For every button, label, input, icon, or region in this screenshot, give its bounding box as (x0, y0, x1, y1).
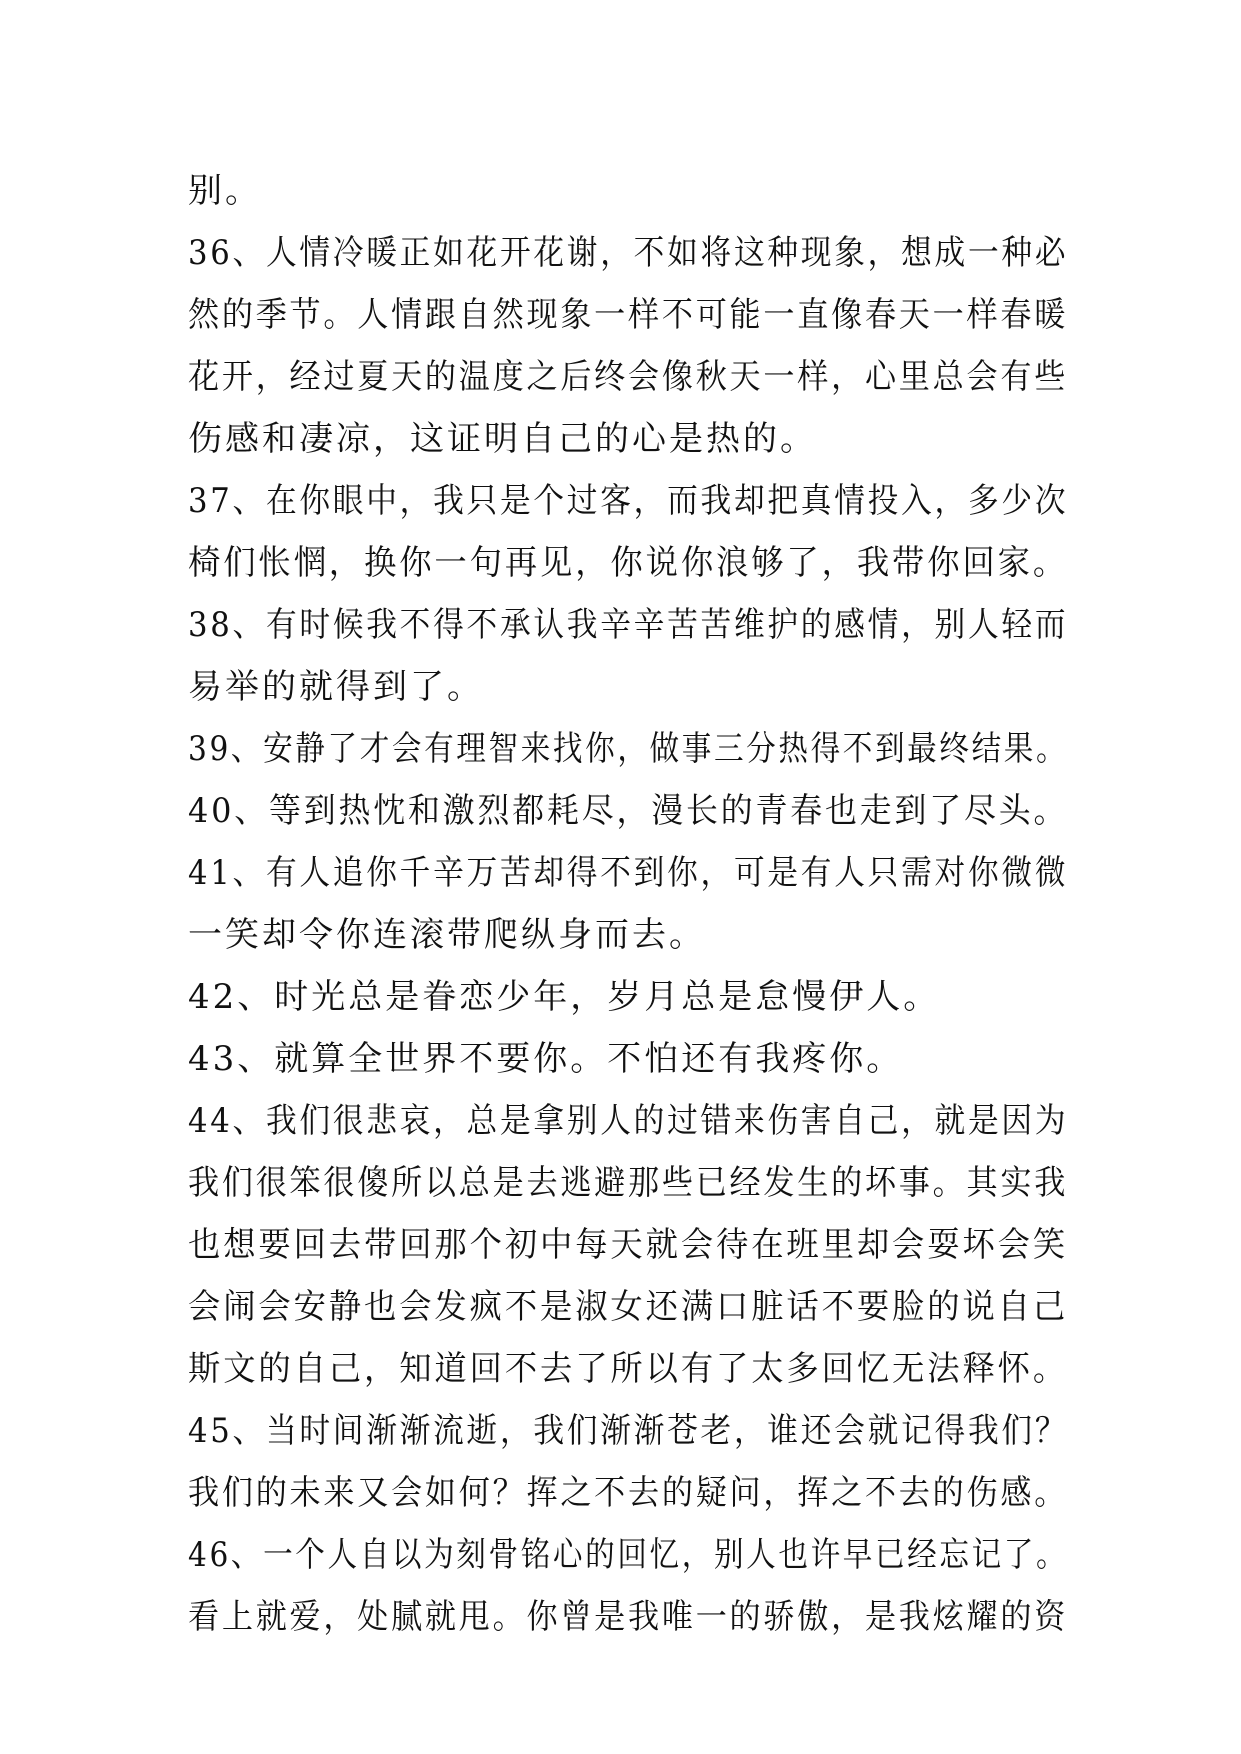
text-line: 38、有时候我不得不承认我辛辛苦苦维护的感情，别人轻而 (188, 605, 1069, 645)
body-text (188, 160, 1068, 1648)
text-line: 别。 (188, 171, 262, 211)
text-line: 我们很笨很傻所以总是去逃避那些已经发生的坏事。其实我 (188, 1163, 1069, 1203)
text-line: 然的季节。人情跟自然现象一样不可能一直像春天一样春暖 (188, 295, 1069, 335)
text-line: 43、就算全世界不要你。不怕还有我疼你。 (188, 1039, 904, 1079)
text-line: 45、当时间渐渐流逝，我们渐渐苍老，谁还会就记得我们？ (188, 1411, 1069, 1451)
text-line: 椅们怅惘，换你一句再见，你说你浪够了，我带你回家。 (188, 543, 1069, 583)
text-line: 也想要回去带回那个初中每天就会待在班里却会耍坏会笑 (188, 1225, 1069, 1265)
text-line: 44、我们很悲哀，总是拿别人的过错来伤害自己，就是因为 (188, 1101, 1069, 1141)
text-line: 40、等到热忱和激烈都耗尽，漫长的青春也走到了尽头。 (188, 791, 1069, 831)
text-line: 会闹会安静也会发疯不是淑女还满口脏话不要脸的说自己 (188, 1287, 1069, 1327)
text-line: 易举的就得到了。 (188, 667, 484, 707)
text-line: 一笑却令你连滚带爬纵身而去。 (188, 915, 706, 955)
text-line: 37、在你眼中，我只是个过客，而我却把真情投入，多少次 (188, 481, 1069, 521)
text-line: 看上就爱，处腻就甩。你曾是我唯一的骄傲，是我炫耀的资 (188, 1597, 1069, 1637)
text-line: 我们的未来又会如何？挥之不去的疑问，挥之不去的伤感。 (188, 1473, 1069, 1513)
text-line: 36、人情冷暖正如花开花谢，不如将这种现象，想成一种必 (188, 233, 1069, 273)
text-line: 41、有人追你千辛万苦却得不到你，可是有人只需对你微微 (188, 853, 1069, 893)
text-line: 花开，经过夏天的温度之后终会像秋天一样，心里总会有些 (188, 357, 1069, 397)
text-line: 伤感和凄凉，这证明自己的心是热的。 (188, 419, 817, 459)
text-line: 39、安静了才会有理智来找你，做事三分热得不到最终结果。 (188, 729, 1069, 769)
text-line: 42、时光总是眷恋少年，岁月总是怠慢伊人。 (188, 977, 941, 1017)
text-line: 斯文的自己，知道回不去了所以有了太多回忆无法释怀。 (188, 1349, 1069, 1389)
text-line: 46、一个人自以为刻骨铭心的回忆，别人也许早已经忘记了。 (188, 1535, 1069, 1575)
